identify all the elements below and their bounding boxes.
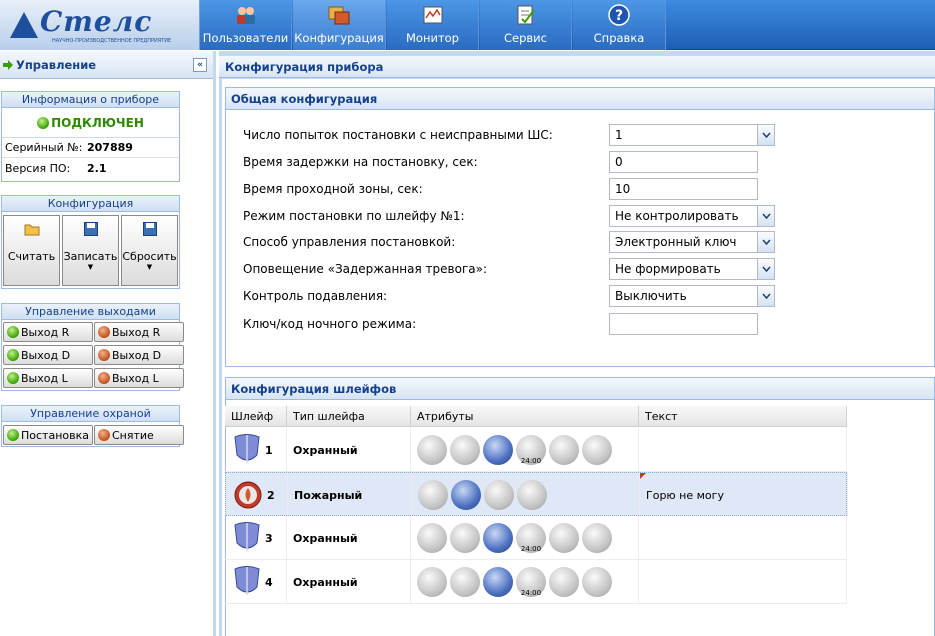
collapse-sidebar-icon[interactable]: « (193, 58, 207, 72)
save-disk-icon (84, 222, 98, 236)
green-dot-icon (7, 429, 19, 441)
runner-icon[interactable] (417, 435, 447, 465)
nav-monitor[interactable]: Монитор (387, 0, 479, 50)
column-header-loop[interactable]: Шлейф (225, 406, 287, 427)
device-info-title: Информация о приборе (2, 92, 179, 108)
chevron-down-icon[interactable] (757, 206, 774, 226)
output-d-off-button[interactable]: Выход D (94, 345, 184, 365)
red-dot-icon (98, 429, 110, 441)
guard-box (1, 405, 180, 447)
arrow-right-icon (2, 59, 14, 71)
clock-24-icon[interactable]: 24:00 (516, 523, 546, 553)
loop1-mode-select[interactable]: Не контролировать (609, 205, 775, 227)
nav-configuration[interactable]: Конфигурация (293, 0, 386, 50)
general-config-panel (225, 87, 935, 367)
page-title: Конфигурация прибора (219, 56, 935, 78)
table-row[interactable]: 4 Охранный 24:00 (225, 560, 847, 604)
clock-24-icon[interactable]: 24:00 (516, 567, 546, 597)
timer-icon[interactable] (450, 567, 480, 597)
write-button[interactable]: Записать ▼ (62, 215, 119, 286)
logo-triangle-icon (10, 12, 38, 38)
clock-24-icon[interactable]: 24:00 (516, 435, 546, 465)
brand-name: Стелс (40, 5, 153, 38)
red-dot-icon (98, 372, 110, 384)
red-dot-icon (98, 326, 110, 338)
form-label: Оповещение «Задержанная тревога»: (243, 262, 487, 276)
output-l-on-button[interactable]: Выход L (3, 368, 93, 388)
chevron-down-icon[interactable] (757, 125, 774, 145)
moon-icon[interactable] (582, 523, 612, 553)
configuration-icon (328, 4, 350, 26)
read-button[interactable]: Считать (3, 215, 60, 286)
night-key-input[interactable] (609, 313, 758, 335)
fire-attribute-icon[interactable] (451, 480, 481, 510)
speaker-icon[interactable] (549, 435, 579, 465)
arm-delay-input[interactable]: 0 (609, 151, 758, 173)
fire-icon (233, 480, 263, 510)
main-content (222, 79, 935, 636)
bypass-arrow-icon[interactable] (483, 523, 513, 553)
help-icon (608, 4, 630, 26)
column-header-type[interactable]: Тип шлейфа (287, 406, 411, 427)
status-ok-icon (37, 117, 49, 129)
fire-attribute-icon[interactable] (517, 480, 547, 510)
monitor-icon (422, 4, 444, 26)
table-row[interactable]: 2 Пожарный Горю не могу (225, 472, 847, 516)
speaker-icon[interactable] (549, 567, 579, 597)
config-title: Конфигурация (2, 196, 179, 212)
green-dot-icon (7, 372, 19, 384)
loops-title: Конфигурация шлейфов (226, 378, 934, 400)
guard-title: Управление охраной (2, 406, 179, 422)
form-label: Способ управления постановкой: (243, 235, 456, 249)
green-dot-icon (7, 326, 19, 338)
nav-service[interactable]: Сервис (480, 0, 572, 50)
outputs-title: Управление выходами (2, 304, 179, 320)
moon-icon[interactable] (582, 435, 612, 465)
config-box (1, 195, 180, 289)
sidebar-header (0, 51, 213, 79)
chevron-down-icon[interactable] (757, 232, 774, 252)
folder-open-icon (24, 222, 40, 236)
left-panel (0, 51, 216, 636)
form-label: Контроль подавления: (243, 289, 388, 303)
runner-icon[interactable] (417, 523, 447, 553)
top-toolbar (0, 0, 935, 50)
column-header-text[interactable]: Текст (639, 406, 847, 427)
dirty-marker-icon (640, 473, 646, 479)
speaker-icon[interactable] (549, 523, 579, 553)
fire-attribute-icon[interactable] (418, 480, 448, 510)
form-label: Ключ/код ночного режима: (243, 317, 417, 331)
moon-icon[interactable] (582, 567, 612, 597)
form-label: Время задержки на постановку, сек: (243, 155, 478, 169)
users-icon (235, 4, 257, 26)
table-row[interactable]: 3 Охранный 24:00 (225, 516, 847, 560)
bypass-arrow-icon[interactable] (483, 567, 513, 597)
faulty-attempts-select[interactable]: 1 (609, 124, 775, 146)
service-icon (515, 4, 537, 26)
bypass-arrow-icon[interactable] (483, 435, 513, 465)
timer-icon[interactable] (450, 523, 480, 553)
green-dot-icon (7, 349, 19, 361)
delayed-alarm-select[interactable]: Не формировать (609, 258, 775, 280)
form-label: Время проходной зоны, сек: (243, 182, 423, 196)
chevron-down-icon[interactable] (757, 286, 774, 306)
nav-users[interactable]: Пользователи (200, 0, 292, 50)
general-config-title: Общая конфигурация (226, 88, 934, 110)
output-r-on-button[interactable]: Выход R (3, 322, 93, 342)
jamming-control-select[interactable]: Выключить (609, 285, 775, 307)
arm-control-select[interactable]: Электронный ключ (609, 231, 775, 253)
dropdown-arrow-icon: ▼ (87, 263, 94, 271)
fire-attribute-icon[interactable] (484, 480, 514, 510)
timer-icon[interactable] (450, 435, 480, 465)
reset-button[interactable]: Сбросить ▼ (121, 215, 178, 286)
output-r-off-button[interactable]: Выход R (94, 322, 184, 342)
passage-zone-input[interactable]: 10 (609, 178, 758, 200)
dropdown-arrow-icon: ▼ (146, 263, 153, 271)
arm-button[interactable]: Постановка (3, 425, 93, 445)
form-label: Число попыток постановки с неисправными ШС: (243, 128, 553, 142)
shield-icon (233, 521, 261, 555)
brand-logo (0, 0, 200, 50)
device-info-box (1, 91, 180, 182)
brand-subtitle: НАУЧНО-ПРОИЗВОДСТВЕННОЕ ПРЕДПРИЯТИЕ (52, 38, 172, 44)
serial-row: Серийный №: 207889 (2, 138, 179, 158)
shield-icon (233, 565, 261, 599)
column-header-attributes[interactable]: Атрибуты (411, 406, 639, 427)
disarm-button[interactable]: Снятие (94, 425, 184, 445)
sidebar-title: Управление (16, 57, 97, 72)
output-d-on-button[interactable]: Выход D (3, 345, 93, 365)
chevron-down-icon[interactable] (757, 259, 774, 279)
form-label: Режим постановки по шлейфу №1: (243, 209, 465, 223)
svg-text:?: ? (614, 8, 624, 24)
output-l-off-button[interactable]: Выход L (94, 368, 184, 388)
red-dot-icon (98, 349, 110, 361)
shield-icon (233, 433, 261, 467)
main-area (219, 51, 935, 636)
save-disk-icon (143, 222, 157, 236)
version-row: Версия ПО: 2.1 (5, 161, 107, 175)
connection-status: ПОДКЛЮЧЕН (2, 108, 179, 138)
runner-icon[interactable] (417, 567, 447, 597)
outputs-box (1, 303, 180, 391)
table-row[interactable]: 1 Охранный 24:00 (225, 428, 847, 472)
nav-help[interactable]: ? Справка (573, 0, 666, 50)
